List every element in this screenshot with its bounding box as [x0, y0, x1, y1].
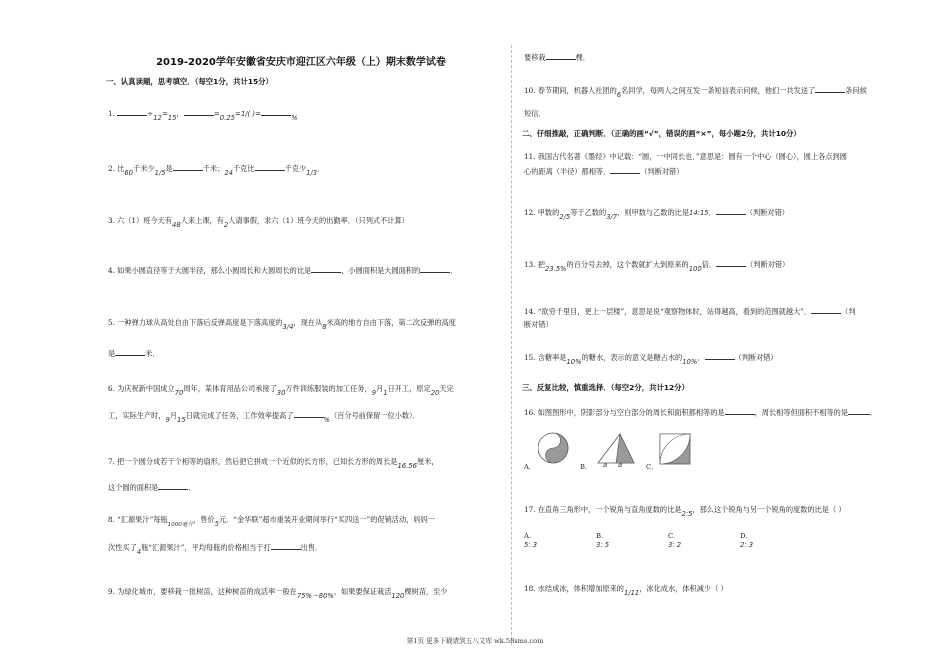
question-17: 17. 在直角三角形中，一个锐角与直角度数的比是2:5，那么这个锐角与另一个锐角的度数的比是（ ）	[524, 505, 846, 518]
option-b[interactable]: B. 3: 5	[596, 532, 610, 549]
question-5-cont: 是 米．	[108, 349, 160, 358]
section-1-heading: 一、认真读题，思考填空．（每空1分，共计15分）	[106, 77, 273, 86]
question-8-cont: 次性买了4瓶“汇源果汁”，平均每瓶的价格相当于打 出售．	[108, 543, 323, 556]
question-12: 12. 甲数的2/5等于乙数的3/7，则甲数与乙数的比是14:15． （判断对错）	[524, 208, 789, 221]
page-footer: 第1页 更多下载请到五八文库 wk.58sms.com	[406, 637, 544, 645]
question-11-cont: 心的距离（半径）都相等． （判断对错）	[524, 167, 684, 176]
question-3: 3. 六（1）班今天有48人来上课，有2人请事假，求六（1）班今天的出勤率．（只列式不计算）	[108, 216, 409, 229]
question-7: 7. 把一个圆分成若干个相等的扇形，然后把它拼成一个近似的长方形，已知长方形的周长是16.56厘米，	[108, 457, 439, 470]
figure-b-side-a: a	[603, 461, 608, 469]
right-column	[520, 0, 912, 672]
question-7-cont: 这个圆的面积是 ．	[108, 483, 196, 492]
question-13: 13. 把23.5%的百分号去掉，这个数就扩大到原来的100倍． （判断对错）	[524, 260, 790, 273]
section-3-heading: 三、反复比较，慎重选择．（每空2分，共计12分）	[522, 383, 689, 392]
figure-a-label: A．	[524, 463, 536, 471]
question-17-options	[524, 532, 912, 552]
figure-b-triangle	[598, 434, 634, 463]
figure-b-label: B．	[580, 463, 592, 471]
question-16: 16. 如图图形中，阴影部分与空白部分的周长和面积都相等的是 ，周长相等但面积不相等的是 ．	[524, 408, 878, 417]
figure-c-label: C．	[646, 463, 658, 471]
option-c[interactable]: C. 3: 2	[668, 532, 682, 549]
question-2: 2. 比60千米少1/5是 千米；24千克比 千克少1/3．	[108, 164, 325, 177]
question-18: 18. 水结成冰，体积增加原来的1/11，冰化成水，体积减少（ ）	[524, 584, 728, 597]
question-8: 8. “汇源果汁”每瓶$_{1000毫升}$，售价5元．“金华联”超市重装开业期间举行“买四送一”的促销活动，妈妈一	[108, 515, 435, 528]
column-divider	[511, 45, 512, 645]
question-4: 4. 如果小圆直径等于大圆半径，那么小圆周长和大圆周长的比是 ，小圆面积是大圆面积的 ．	[108, 266, 458, 275]
question-14-cont: 断对错）	[524, 320, 553, 329]
figure-b-side-a2: a	[618, 461, 623, 469]
section-2-heading: 二、仔细推敲，正确判断．（正确的画“√”，错误的画“×”，每小题2分，共计10分）	[522, 129, 801, 138]
left-column	[100, 0, 502, 672]
question-10-cont: 短信．	[524, 109, 546, 118]
question-9-cont: 要移栽 棵．	[524, 53, 590, 62]
page-title: 2019-2020学年安徽省安庆市迎江区六年级（上）期末数学试卷	[156, 57, 446, 68]
question-6-cont: 工，实际生产时，9月15日就完成了任务，工作效率提高了 %（百分号前保留一位小数）．	[108, 411, 420, 424]
figure-c-square	[660, 434, 690, 464]
question-15: 15. 含糖率是10%的糖水，表示的意义是糖占水的10%． （判断对错）	[524, 353, 778, 366]
figures-svg	[538, 431, 738, 475]
question-10: 10. 春节期间，机器人社团的6名同学，每两人之间互发一条短信表示问候，他们一共发送了 条问候	[524, 86, 867, 99]
question-5: 5. 一种弹力球从高处自由下落后反弹高度是下落高度的3/4，现在从8米高的地方自由下落，第二次反弹的高度	[108, 318, 456, 331]
question-14: 14. “欲穷千里目，更上一层楼”，意思是说“观察物体时，站得越高，看到的范围就越大”． （判	[524, 307, 856, 316]
option-d[interactable]: D. 2: 3	[740, 532, 754, 549]
question-1: 1. ÷12=15， =0.25=1/( )= %	[108, 109, 298, 122]
question-6: 6. 为庆祝新中国成立70周年，某体育用品公司承接了30万件训练服装的加工任务，9月1日开工，原定20天完	[108, 384, 454, 397]
option-a[interactable]: A. 5: 3	[524, 532, 538, 549]
figure-a-circle	[538, 433, 568, 463]
question-11: 11. 我国古代名著《墨经》中记载：“圆，一中同长也．”意思是：圆有一个中心（圆心），圆上各点到圆	[524, 152, 847, 161]
question-9: 9. 为绿化城市，要移栽一批树苗，这种树苗的成活率一般在75%～80%，如果要保证栽活120棵树苗，至少	[108, 587, 448, 600]
question-16-figures	[524, 431, 738, 475]
